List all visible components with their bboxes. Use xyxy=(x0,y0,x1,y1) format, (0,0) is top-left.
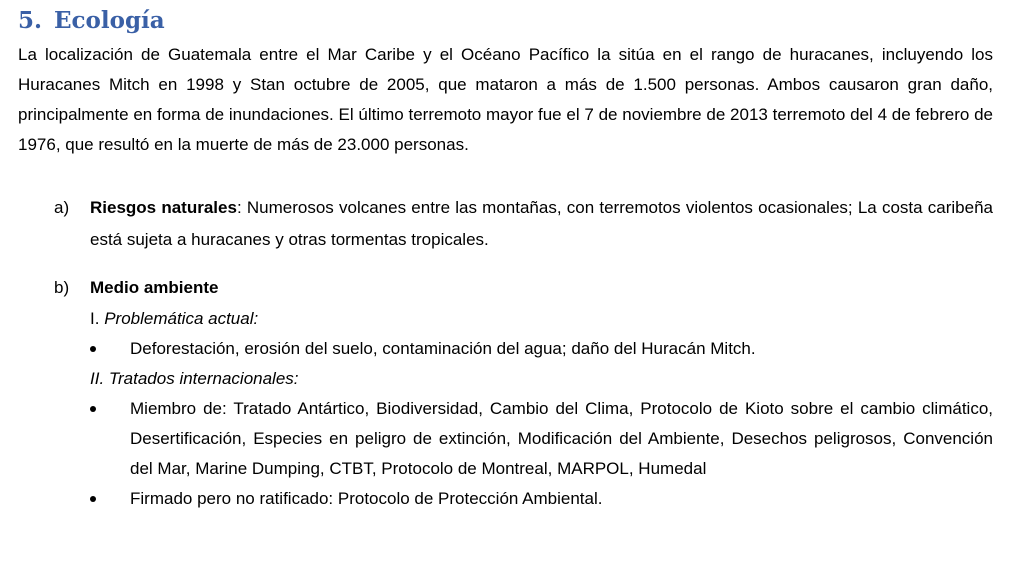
bullet-icon xyxy=(90,496,96,502)
bullet-icon xyxy=(90,406,96,412)
bullet-text: Deforestación, erosión del suelo, contaminación del agua; daño del Huracán Mitch. xyxy=(130,339,756,358)
subsection-tratados-title: II. Tratados internacionales: xyxy=(90,369,299,388)
subsection-problematica-title: Problemática actual: xyxy=(104,309,259,328)
tratados-list xyxy=(90,394,993,514)
section-title: Ecología xyxy=(54,7,165,34)
item-marker-b: b) xyxy=(54,278,70,297)
subsection-problematica-marker: I. xyxy=(90,309,100,328)
item-a-body xyxy=(90,192,993,256)
list-item xyxy=(90,484,993,514)
item-medio-ambiente xyxy=(18,272,993,514)
bullet-text: Firmado pero no ratificado: Protocolo de Protección Ambiental. xyxy=(130,489,603,508)
item-marker-a: a) xyxy=(54,198,70,217)
intro-paragraph: La localización de Guatemala entre el Mar Caribe y el Océano Pacífico la sitúa en el rango de huracanes, incluyendo los Huracanes Mitch en 1998 y Stan octubre de 2005, que mataron a más de 1.500 personas. Ambos causaron gran daño, principalmente en forma de inundaciones. El último terremoto mayor fue el 7 de noviembre de 2013 terremoto del 4 de febrero de 1976, que resultó en la muerte de más de 23.000 personas. xyxy=(18,45,993,154)
bullet-icon xyxy=(90,346,96,352)
subsection-problematica xyxy=(90,304,993,334)
item-b-body xyxy=(90,272,993,304)
document-page xyxy=(18,0,993,514)
subsection-tratados xyxy=(90,364,993,394)
list-item xyxy=(90,334,993,364)
problematica-list xyxy=(90,334,993,364)
item-b-label: Medio ambiente xyxy=(90,278,219,297)
item-riesgos-naturales xyxy=(18,192,993,256)
bullet-text: Miembro de: Tratado Antártico, Biodiversidad, Cambio del Clima, Protocolo de Kioto sobre el cambio climático, Desertificación, Especies en peligro de extinción, Modificación del Ambiente, Desechos peligrosos, Convención del Mar, Marine Dumping, CTBT, Protocolo de Montreal, MARPOL, Humedal xyxy=(130,399,993,478)
section-number: 5. xyxy=(18,7,43,34)
item-a-label: Riesgos naturales xyxy=(90,198,237,217)
item-a-text: : Numerosos volcanes entre las montañas, con terremotos violentos ocasionales; La costa caribeña está sujeta a huracanes y otras tormentas tropicales. xyxy=(90,198,993,249)
list-item xyxy=(90,394,993,484)
section-heading xyxy=(18,6,993,36)
